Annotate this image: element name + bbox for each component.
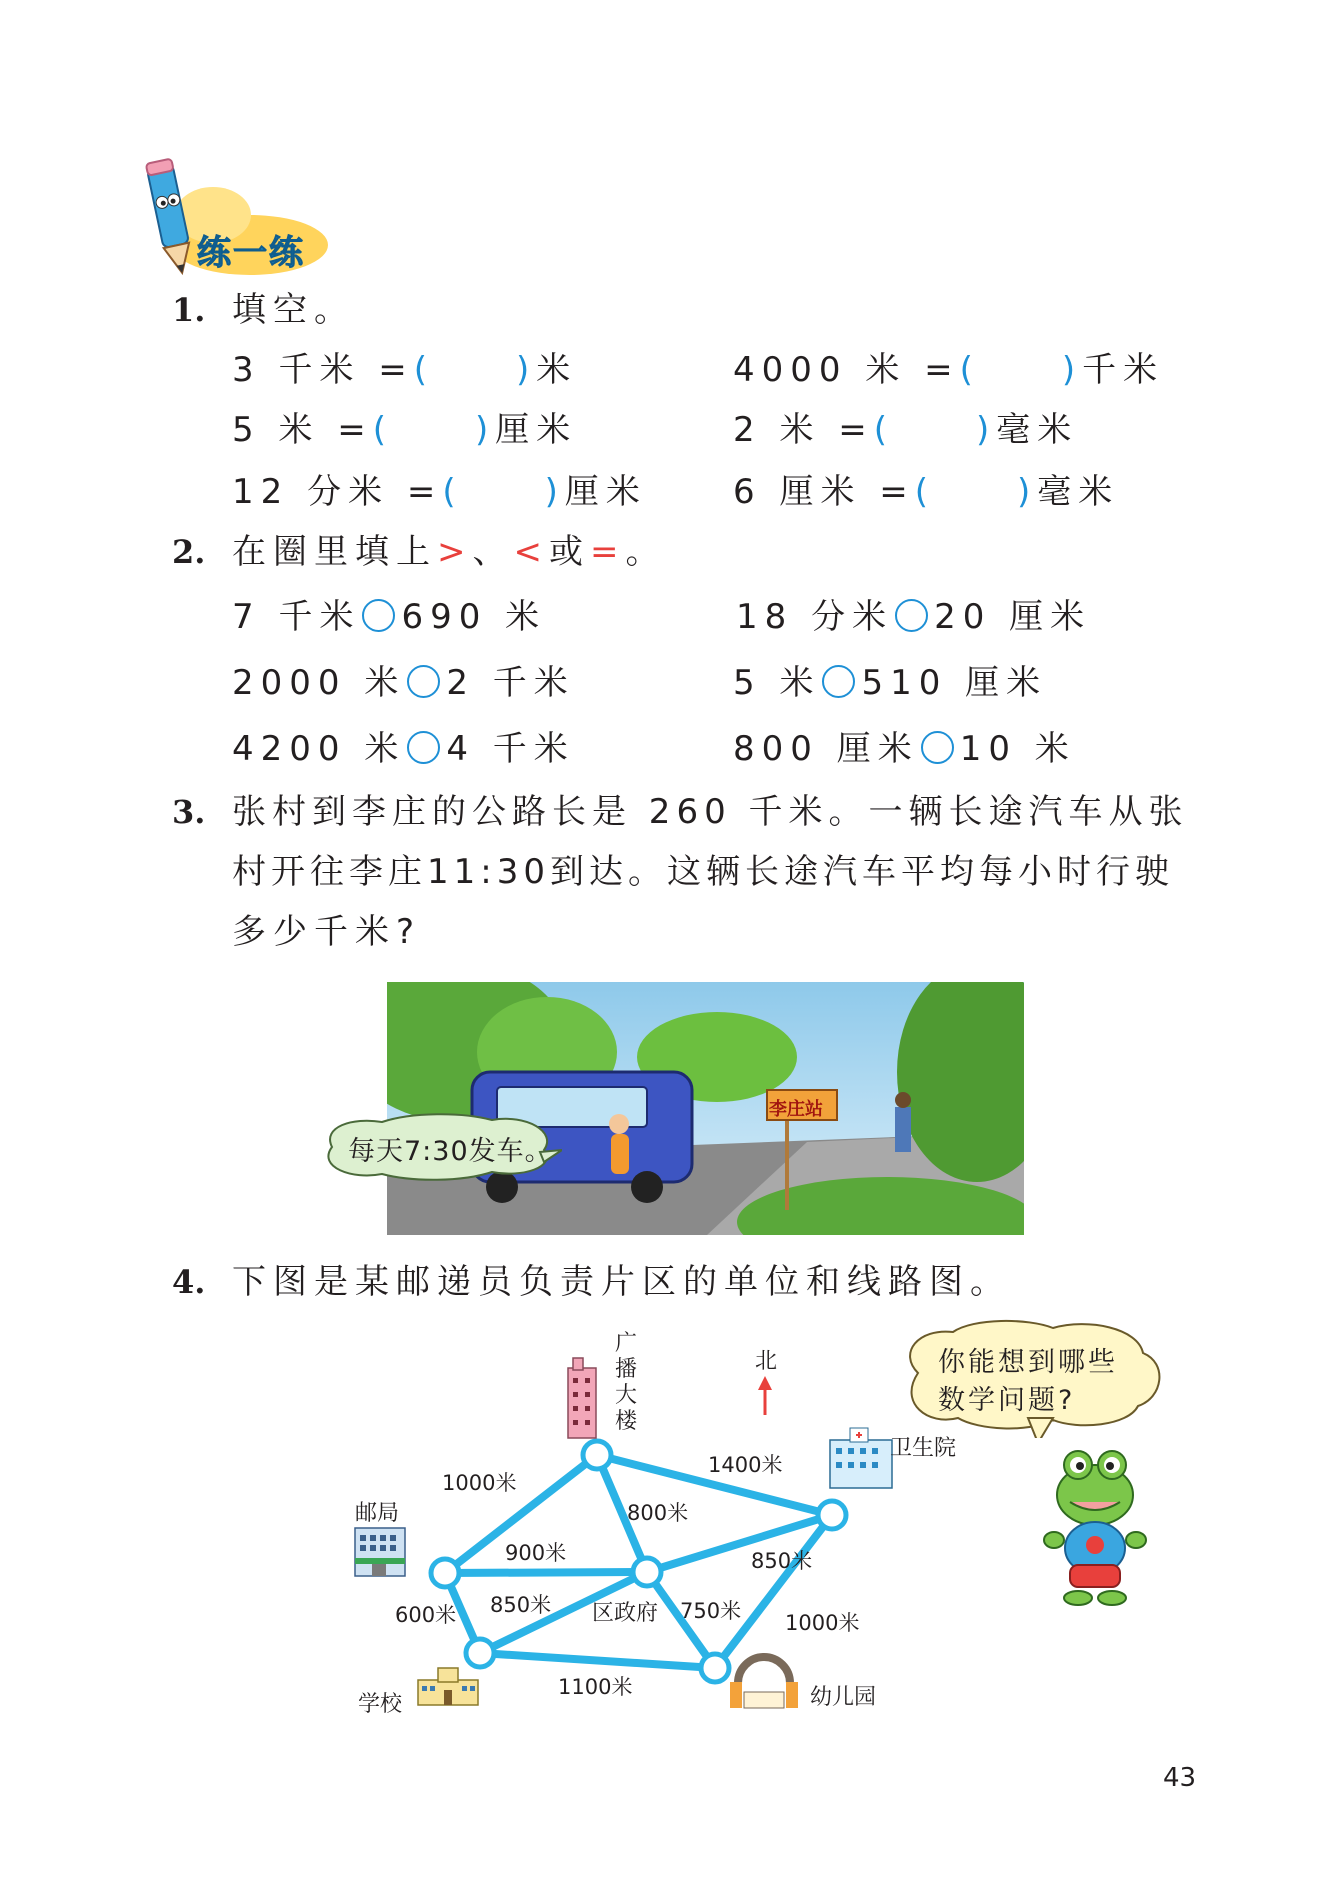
node-kindergarten <box>701 1654 729 1682</box>
node-school <box>466 1639 494 1667</box>
kindergarten-gate-icon <box>730 1657 798 1708</box>
hospital-building-icon <box>830 1428 892 1488</box>
compare-circle[interactable] <box>407 665 440 698</box>
school-building-icon <box>418 1668 478 1705</box>
node-hospital <box>818 1501 846 1529</box>
broadcast-label-1: 广 <box>615 1331 638 1356</box>
distance-label: 1000米 <box>442 1471 517 1495</box>
school-label: 学校 <box>358 1692 403 1717</box>
distance-label: 850米 <box>751 1549 813 1573</box>
hospital-label: 卫生院 <box>890 1436 957 1461</box>
q2-item: 4200 米 4 千米 <box>232 729 575 769</box>
compare-circle[interactable] <box>407 731 440 764</box>
q1-item: 2 米 =( )毫米 <box>733 410 1079 450</box>
q2-item: 7 千米 690 米 <box>232 597 547 637</box>
bus-stop-illustration <box>387 982 1024 1235</box>
node-broadcast <box>583 1441 611 1469</box>
broadcast-label-2: 播 <box>615 1357 638 1382</box>
page-number: 43 <box>1163 1763 1197 1793</box>
compare-circle[interactable] <box>921 731 954 764</box>
distance-label: 850米 <box>490 1593 552 1617</box>
post-office-building-icon <box>355 1528 405 1576</box>
q1-item: 5 米 =( )厘米 <box>232 410 578 450</box>
broadcast-building-icon <box>568 1358 596 1438</box>
broadcast-label-3: 大 <box>615 1383 638 1408</box>
node-district <box>633 1558 661 1586</box>
route-hospital-kindergarten <box>715 1515 832 1668</box>
station-sign-text: 李庄站 <box>769 1099 823 1120</box>
q2-item: 18 分米 20 厘米 <box>736 597 1092 637</box>
greater-than-symbol: > <box>437 532 473 572</box>
q1-number: 1. <box>172 291 206 329</box>
q3-number: 3. <box>172 793 206 831</box>
distance-label: 1000米 <box>785 1611 860 1635</box>
practice-badge <box>135 155 335 280</box>
compare-circle[interactable] <box>822 665 855 698</box>
distance-label: 900米 <box>505 1541 567 1565</box>
distance-label: 1100米 <box>558 1675 633 1699</box>
speech-bubble <box>312 1112 562 1182</box>
badge-title: 练一练 <box>197 233 305 273</box>
bus-scene-image <box>387 982 1024 1235</box>
kindergarten-label: 幼儿园 <box>810 1685 877 1710</box>
distance-label: 800米 <box>627 1501 689 1525</box>
district-label: 区政府 <box>592 1601 659 1626</box>
frog-speech-line: 你能想到哪些 <box>938 1347 1118 1378</box>
north-label: 北 <box>755 1349 778 1374</box>
q1-item: 12 分米 =( )厘米 <box>232 472 647 512</box>
q1-item: 4000 米 =( )千米 <box>733 350 1165 390</box>
node-post <box>431 1559 459 1587</box>
q1-item: 6 厘米 =( )毫米 <box>733 472 1120 512</box>
q1-title: 填空。 <box>232 290 355 330</box>
frog-mascot <box>1040 1440 1150 1610</box>
q2-number: 2. <box>172 533 206 571</box>
q3-line: 村开往李庄11:30到达。这辆长途汽车平均每小时行驶 <box>232 852 1174 892</box>
frog-mascot-icon <box>1040 1440 1150 1610</box>
frog-speech-bubble <box>888 1318 1170 1438</box>
broadcast-label-4: 楼 <box>615 1409 638 1434</box>
route-school-kindergarten <box>480 1653 715 1668</box>
route-post-district <box>445 1572 647 1573</box>
q2-item: 2000 米 2 千米 <box>232 663 575 703</box>
q2-item: 800 厘米 10 米 <box>733 729 1076 769</box>
distance-label: 600米 <box>395 1603 457 1627</box>
frog-speech-line: 数学问题? <box>938 1385 1076 1416</box>
q2-title: 在圈里填上>、<或=。 <box>232 532 667 572</box>
q1-item: 3 千米 =( )米 <box>232 350 578 390</box>
q3-line: 张村到李庄的公路长是 260 千米。一辆长途汽车从张 <box>232 792 1189 832</box>
compare-circle[interactable] <box>895 599 928 632</box>
compare-circle[interactable] <box>362 599 395 632</box>
post-office-label: 邮局 <box>355 1501 400 1526</box>
distance-label: 1400米 <box>708 1453 783 1477</box>
q2-item: 5 米 510 厘米 <box>733 663 1048 703</box>
speech-text: 每天7:30发车。 <box>348 1136 553 1167</box>
less-than-symbol: < <box>513 532 549 572</box>
equals-symbol: = <box>590 532 626 572</box>
distance-label: 750米 <box>680 1599 742 1623</box>
q3-line: 多少千米? <box>232 912 422 952</box>
q4-number: 4. <box>172 1263 206 1301</box>
q4-title: 下图是某邮递员负责片区的单位和线路图。 <box>232 1262 1011 1302</box>
